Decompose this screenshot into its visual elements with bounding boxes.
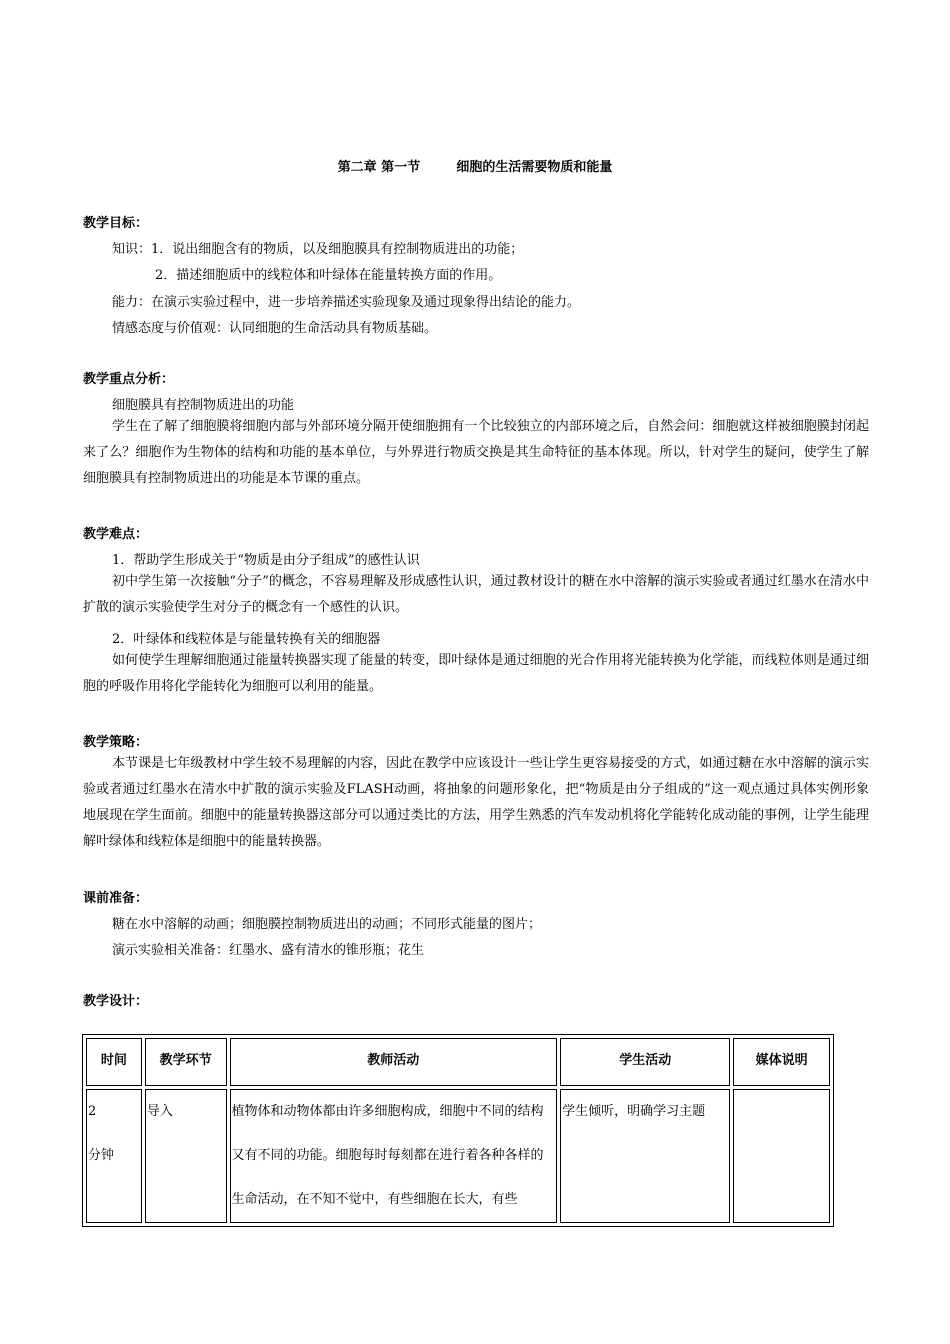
difficulty-2-text: 如何使学生理解细胞通过能量转换器实现了能量的转变，即叶绿体是通过细胞的光合作用将光能转换为化学能，而线粒体则是通过细胞的呼吸作用将化学能转化为细胞可以利用的能量。 — [83, 653, 869, 694]
header-student-activity: 学生活动 — [560, 1038, 730, 1086]
objectives-heading: 教学目标： — [83, 216, 149, 231]
cell-time: 2 分钟 — [88, 1104, 115, 1163]
difficulties-heading: 教学难点： — [83, 527, 149, 542]
header-media-notes: 媒体说明 — [733, 1038, 830, 1086]
difficulty-1-text: 初中学生第一次接触“分子”的概念，不容易理解及形成感性认识，通过教材设计的糖在水中溶解的演示实验或者通过红墨水在清水中扩散的演示实验使学生对分子的概念有一个感性的认识。 — [83, 574, 869, 615]
strategy-text: 本节课是七年级教材中学生较不易理解的内容，因此在教学中应该设计一些让学生更容易接受的方式，如通过糖在水中溶解的演示实验或者通过红墨水在清水中扩散的演示实验及FLASH动画，将抽象的问题形象化，把“物质是由分子组成的”这一观点通过具体实例形象地展现在学生面前。细胞中的能量转换器这部分可以通过类比的方法，用学生熟悉的汽车发动机将化学能转化成动能的事例，让学生能理解叶绿体和线粒体是细胞中的能量转换器。 — [83, 756, 869, 849]
table-header-row — [86, 1038, 830, 1086]
cell-teacher-activity: 植物体和动物体都由许多细胞构成，细胞中不同的结构又有不同的功能。细胞每时每刻都在进行着各种各样的生命活动，在不知不觉中，有些细胞在长大，有些 — [231, 1104, 544, 1207]
preparation-line-1: 糖在水中溶解的动画；细胞膜控制物质进出的动画；不同形式能量的图片； — [112, 917, 542, 932]
strategy-heading: 教学策略： — [83, 735, 149, 750]
key-point: 细胞膜具有控制物质进出的功能 — [112, 398, 295, 413]
objective-ability: 能力：在演示实验过程中，进一步培养描述实验现象及通过现象得出结论的能力。 — [112, 295, 581, 310]
cell-stage: 导入 — [146, 1104, 173, 1119]
cell-student-activity: 学生倾听，明确学习主题 — [562, 1104, 706, 1119]
preparation-line-2: 演示实验相关准备：红墨水、盛有清水的锥形瓶；花生 — [112, 943, 425, 958]
table-row — [86, 1089, 830, 1223]
key-points-heading: 教学重点分析： — [83, 372, 175, 387]
header-teacher-activity: 教师活动 — [230, 1038, 558, 1086]
objective-knowledge-1: 知识：1．说出细胞含有的物质，以及细胞膜具有控制物质进出的功能； — [112, 242, 524, 257]
header-stage: 教学环节 — [145, 1038, 227, 1086]
key-point-explanation: 学生在了解了细胞膜将细胞内部与外部环境分隔开使细胞拥有一个比较独立的内部环境之后，自然会问：细胞就这样被细胞膜封闭起来了么？细胞作为生物体的结构和功能的基本单位，与外界进行物质交换是其生命特征的基本体现。所以，针对学生的疑问，使学生了解细胞膜具有控制物质进出的功能是本节课的重点。 — [83, 419, 869, 486]
objective-attitude: 情感态度与价值观：认同细胞的生命活动具有物质基础。 — [112, 321, 438, 336]
page-title: 第二章 第一节 细胞的生活需要物质和能量 — [337, 160, 613, 175]
design-heading: 教学设计： — [83, 994, 149, 1009]
header-time: 时间 — [86, 1038, 142, 1086]
preparation-heading: 课前准备： — [83, 891, 149, 906]
difficulty-2-title: 2．叶绿体和线粒体是与能量转换有关的细胞器 — [112, 632, 381, 647]
design-table — [82, 1034, 834, 1227]
objective-knowledge-2: 2．描述细胞质中的线粒体和叶绿体在能量转换方面的作用。 — [155, 268, 502, 283]
difficulty-1-title: 1．帮助学生形成关于“物质是由分子组成”的感性认识 — [112, 553, 420, 568]
